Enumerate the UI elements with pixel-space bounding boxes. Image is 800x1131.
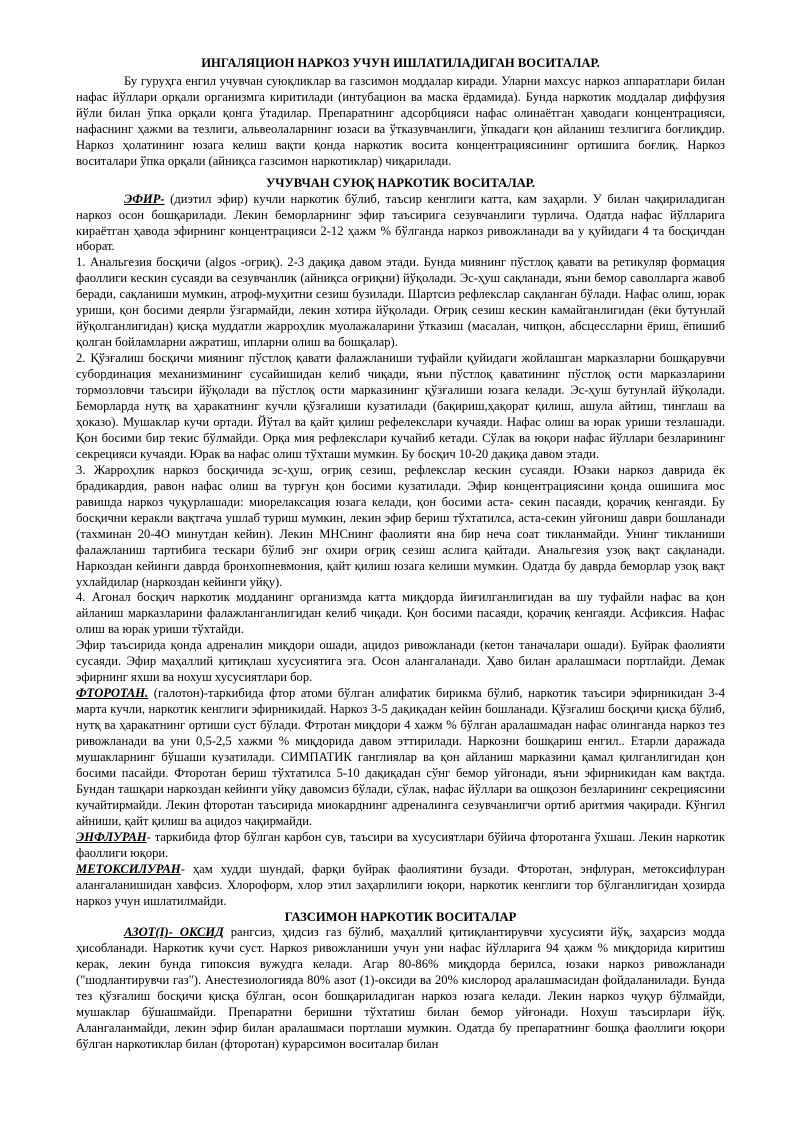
document-title: ИНГАЛЯЦИОН НАРКОЗ УЧУН ИШЛАТИЛАДИГАН ВОСИТАЛАР. <box>201 56 600 70</box>
fluorotan-text: (галотон)-таркибида фтор атоми бўлган алифатик бирикма бўлиб, наркотик таъсири эфирникидан 3-4 марта кучли, наркотик кенглиги эфирникидай. Наркоз 3-5 дақиқадан кейин бошланади. Қўзғалиш босқичи қисқа бўлиб, нутқ ва ҳаракатнинг ортиши суст бўлади. Фтротан миқдори 4 хажм % бўлган аралашмадан нафас олинганда наркоз тез ривожланади ва уни 0,5-2,5 хажми % миқдорида давом эттирилади. Наркозни бошқариш енгил.. Етарли даражада мушакларнинг бўшаши кузатилади. СИМПАТИК ганглиялар ва қон айланиш марказини қамал қилганлигидан қон босими пасайди. Фторотан бериш тўхтатилса 5-10 дақиқадан сўнг бемор уйғонади, яъни эфирникидан кам вақтда. Бундан ташқари наркоздан кейинги уйқу давомсиз бўлади, сўлак, нафас йўллари ва ошқозон безларининг секрециясини кучайтирмайди. Лекин фторотан таъсирида миокарднинг адреналинга сезувчанлигчи ортиб аритмия чақиради. Кўнгил айниши, қайт қилиш ва ацидоз чақирмайди. <box>76 686 725 828</box>
section-title-volatile-liquids: УЧУВЧАН СУЮҚ НАРКОТИК ВОСИТАЛАР. <box>266 175 535 190</box>
ether-paragraph <box>76 192 725 256</box>
ether-effects-paragraph: Эфир таъсирида қонда адреналин миқдори ошади, ацидоз ривожланади (кетон таначалари ошади). Буйрак фаолияти сусаяди. Эфир маҳаллий қитиқлаш хусусиятига эга. Осон алангаланади. Ҳаво билан аралашмаси портлайди. Демак эфирнинг яхши ва нохуш хусусиятлари бор. <box>76 638 725 685</box>
stage-2-paragraph: 2. Қўзғалиш босқичи миянинг пўстлоқ қавати фалажланиши туфайли қуйидаги жойлашган марказларни бошқарувчи субординация механизмининг сусайишидан келиб чиқади, яъни пўстлоқ қаватининг пўстлоқ ости марказларини тормозловчи таъсири йўқолади ва пўстлоқ ости марказининг қўзғалиши юзага келади. Эс-ҳуш бутунлай йўқолади. Беморларда нутқ ва ҳаракатнинг кучли қўзғалиши кузатилади (бақириш,ҳақорат қилиш, ашула айтиш, тинглаш ва ҳоказо). Мушаклар кучи ортади. Йўтал ва қайт қилиш рефелекслари кучаяди. Нафас олиш ва юрак уриши тезлашади. Қон босими бир текис бўлмайди. Орқа мия рефлекслари кучайиб кетади. Сўлак ва юқори нафас йўллари безларининг секрецияси кучаяди. Юрак ва нафас олиш тўхташи мумкин. Бу босқич 10-20 дақиқа давом этади. <box>76 351 725 461</box>
ether-text: (диэтил эфир) кучли наркотик бўлиб, таъсир кенглиги катта, кам заҳарли. У билан чақириладиган наркоз осон бошқарилади. Лекин беморларнинг эфир таъсирига сезувчанлиги турлича. Одатда нафас йўлларига кираётган ҳавода эфирнинг концентрацияси 2-12 ҳажм % бўлганда наркоз ривожланади ва у қуйидаги 4 та босқичдан иборат. <box>76 191 725 254</box>
nitrous-oxide-paragraph <box>76 925 725 1053</box>
stage-1-paragraph: 1. Анальгезия босқичи (algos -оғриқ). 2-3 дақиқа давом этади. Бунда миянинг пўстлоқ қавати ва ретикуляр формация фаоллиги кескин сусаяди ва сезувчанлик (айниқса оғриқни) йўқолади. Эс-ҳуш сақланади, яъни бемор саволларга жавоб беради, сақланиши мумкин, атроф-муҳитни сезиш бузилади. Шартсиз рефлекслар сақланган бўлади. Нафас олиш, юрак уриши, қон босими деярли ўзгармайди, лекин хотира йўқолади. Оғриқ сезиш кескин камайганлигидан (ёки бутунлай йўқолганлигидан) қисқа муддатли жарроҳлик муолажаларини ўтказиш (масалан, чипқон, абсцессларни ёриш, ёпишиб қолган бойламларни ажратиш, ипларни олиш ва бошқалар). <box>76 255 725 350</box>
stage-3-paragraph: 3. Жарроҳлик наркоз босқичида эс-ҳуш, оғриқ сезиш, рефлекслар кескин сусаяди. Юзаки наркоз даврида ёк брадикардия, равон нафас олиш ва турғун қон босими кузатилади. Эфир концентрациясини қонда ошишига мос равишда наркоз чуқурлашади: миорелаксация юзага келади, қон босими аста- секин пасаяди, қорачиқ кенгаяди. Бу босқични керакли вақтгача ушлаб туриш мумкин, лекин эфир бериш тўхтатилса, аста-секин уйғониш даври бошланади (тахминан 20-4О минутдан кейин). Лекин МНСнинг фаолияти яна бир неча соат тикланмайди. Унинг тикланиши фалажланиш тартибига тескари бўлиб энг охири оғриқ сезиш аслига қайтади. Анальгезия узоқ вақт сақланади. Наркоздан кейинги даврда бронхопневмония, қайт қилиш юзага келиши мумкин. Одатда бу даврда беморлар узоқ вақт ухлайдилар (наркоздан кейинги уйқу). <box>76 462 725 589</box>
section-title-gaseous: ГАЗСИМОН НАРКОТИК ВОСИТАЛАР <box>284 909 517 924</box>
term-nitrous-oxide: АЗОТ(I)- ОКСИД <box>124 925 224 940</box>
intro-paragraph: Бу гуруҳга енгил учувчан суюқликлар ва газсимон моддалар киради. Уларни махсус наркоз аппаратлари билан нафас йўллари орқали организмга киритилади (интубацион ва маска ёрдамида). Бунда наркотик моддалар диффузия йўли билан ўпка орқали қонга ўтадилар. Препаратнинг адсорбцияси нафас олинаётган ҳаводаги концентрацияси, нафаснинг ҳажми ва тезлиги, альвеолаларнинг юзаси ва ўтказувчанлиги, ўпкадаги қон айланиш тезлигига боғлиқдир. Наркоз ҳолатининг юзага келиш вақти қонда наркотик восита концентрациясининг ортишига боғлиқ. Наркоз воситалари ўпка орқали (айниқса газсимон наркотиклар) чиқарилади. <box>76 73 725 168</box>
term-enfluran: ЭНФЛУРАН <box>76 829 147 844</box>
nitrous-oxide-text: рангсиз, ҳидсиз газ бўлиб, маҳаллий қитиқлантирувчи хусусияти йўқ, заҳарсиз модда ҳисобланади. Наркотик кучи суст. Наркоз ривожланиши учун уни нафас йўлларига 94 ҳажм % миқдорида киритиш керак, лекин бунда гипоксия вужудга келади. Агар 80-86% миқдорда берилса, юзаки наркоз ривожланади ("шодлантирувчи газ"). Анестезиологияда 80% азот (1)-оксиди ва 20% кислород аралашмасидан фойдаланилади. Бунда тез қўзғалиш босқичи қисқа бўлган, осон бошқариладиган наркоз юзага келади. Лекин наркоз чуқур бўлмайди, мушаклар бўшашмайди. Препаратни беришни тўхтатиш билан бемор уйғонади. Нохуш таъсирлари йўқ. Алангаланмайди, лекин эфир билан аралашмаси портлаши мумкин. Одатда бу препаратнинг бошқа фаоллиги юқори бўлган наркотиклар билан (фторотан) курарсимон воситалар билан <box>76 925 726 1052</box>
metoxyfluran-paragraph <box>76 862 725 910</box>
term-metoxyfluran: МЕТОКСИЛУРАН <box>76 861 181 876</box>
term-ether: ЭФИР- <box>124 191 165 206</box>
stage-4-paragraph: 4. Агонал босқич наркотик модданинг организмда катта миқдорда йиғилганлигидан ва шу туфайли нафас ва қон айланиш марказларини фалажланганлигидан келиб чиқади. Қон босими пасаяди, қорачиқ кенгаяди. Асфиксия. Нафас олиш ва юрак уриши тўхтайди. <box>76 590 725 637</box>
metoxyfluran-text: - ҳам худди шундай, фарқи буйрак фаолиятини бузади. Фторотан, энфлуран, метоксифлуран алангаланишидан хавфсиз. Хлороформ, хлор этил заҳарлилиги юқори, наркотик кенглиги тор бўлганлигидан ҳозирда наркоз учун ишлатилмайди. <box>76 861 725 908</box>
term-fluorotan: ФТОРОТАН. <box>76 686 149 701</box>
fluorotan-paragraph <box>76 686 725 830</box>
enfluran-text: - таркибида фтор бўлган карбон сув, таъсири ва хусусиятлари бўйича фторотанга ўхшаш. Лекин наркотик фаоллиги юқори. <box>76 829 725 860</box>
enfluran-paragraph <box>76 830 725 862</box>
